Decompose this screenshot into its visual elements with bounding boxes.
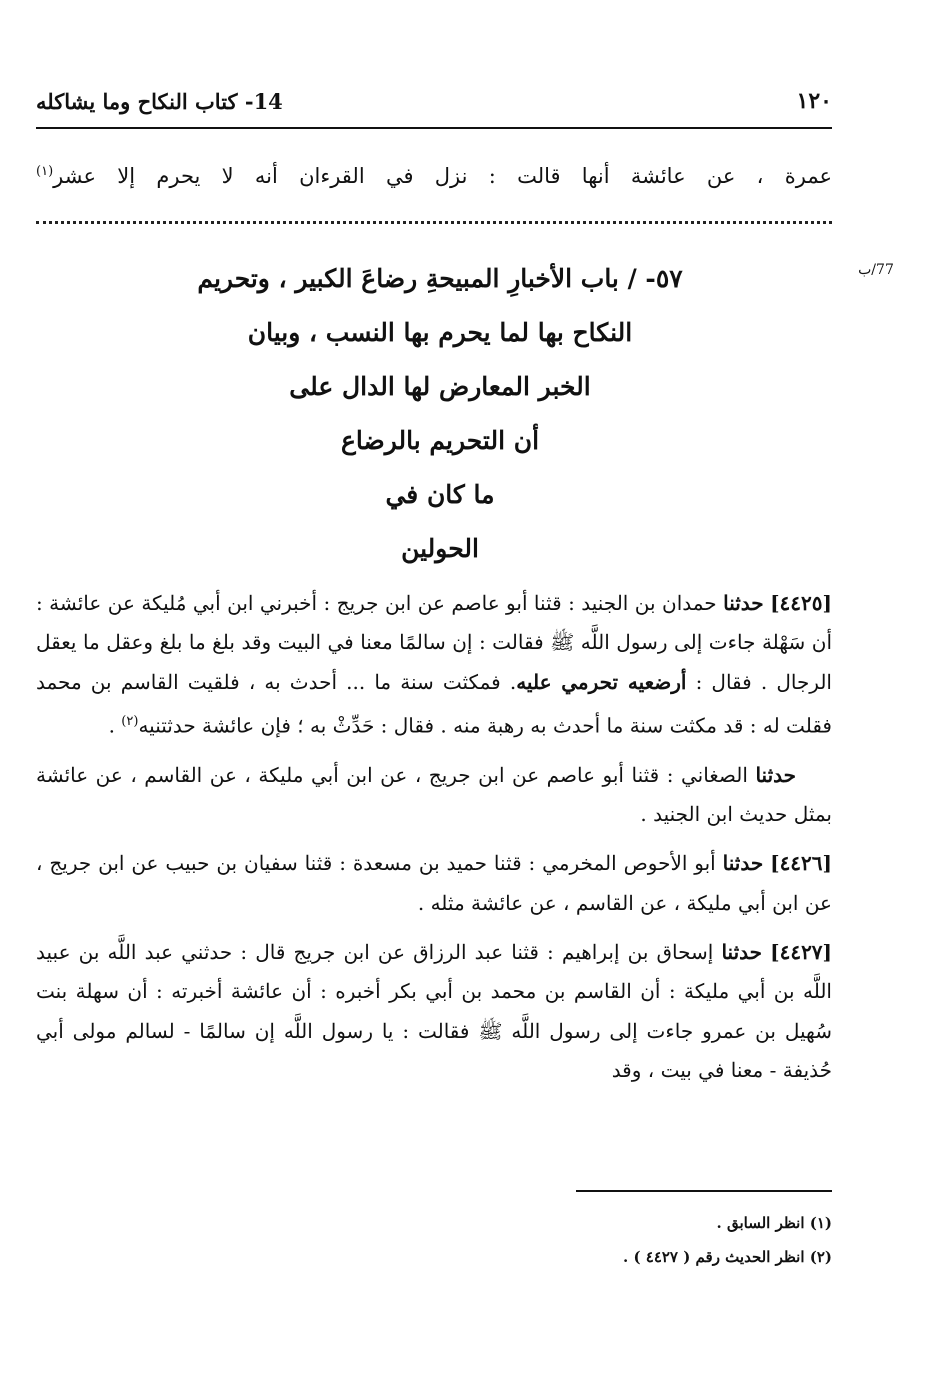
chapter-title-line-2: النكاح بها لما يحرم بها النسب ، وبيان (247, 318, 633, 347)
haddathana: حدثنا (755, 762, 797, 787)
footnote-rule (576, 1190, 832, 1192)
footnote-mark-2: (٢) (121, 713, 139, 729)
body-text (36, 584, 832, 1100)
hadith-end: . (108, 713, 115, 738)
hadith-text: الصغاني : قثنا أبو عاصم عن ابن جريج ، عن ابن أبي مليكة ، عن القاسم ، عن عائشة بمثل حديث ابن الجنيد . (36, 762, 832, 827)
hadith-emphasis: أرضعيه تحرمي عليه (516, 669, 687, 694)
footnote-1: (١) انظر السابق . (716, 1214, 832, 1232)
hadith-text: إسحاق بن إبراهيم : قثنا عبد الرزاق عن ابن جريج قال : حدثني عبد اللَّه بن عبيد اللَّه بن أبي مليكة : أن القاسم بن محمد بن أبي بكر أخبره : أن عائشة أخبرته : أن سهلة بنت سُهيل بن عمرو جاءت إلى رسول اللَّه ﷺ فقالت : يا رسول اللَّه إن سالمًا - لسالم مولى أبي حُذيفة - معنا في بيت ، وقد (36, 940, 832, 1082)
hadith-4426 (36, 844, 832, 923)
hadith-number: [٤٤٢٦] (770, 851, 832, 876)
haddathana: حدثنا (721, 940, 762, 965)
margin-reference: 77/ب (858, 262, 894, 278)
hadith-text-continued: . فمكثت سنة ما ... أحدث به ، فلقيت القاسم بن محمد فقلت له : قد مكثت سنة ما أحدث به رهبة منه . فقال : حَدِّثْ به ؛ فإن عائشة حدثتنيه (36, 669, 832, 738)
hadith-4425-b (36, 756, 832, 835)
haddathana: حدثنا (722, 851, 764, 876)
page-number: ١٢٠ (796, 88, 832, 114)
book-title: 14- كتاب النكاح وما يشاكله (36, 88, 283, 114)
chapter-title-line-5: ما كان في (385, 480, 495, 509)
hadith-text: أبو الأحوص المخرمي : قثنا حميد بن مسعدة : قثنا سفيان بن حبيب عن ابن جريج ، عن ابن أبي مليكة ، عن القاسم ، عن عائشة مثله . (36, 851, 832, 915)
hadith-4425 (36, 584, 832, 746)
chapter-title-line-1: ٥٧- / باب الأخبارِ المبيحةِ رضاعَ الكبير ، وتحريم (197, 264, 683, 293)
haddathana: حدثنا (723, 591, 764, 615)
dotted-divider (36, 221, 832, 224)
hadith-number: [٤٤٢٧] (770, 940, 833, 965)
chapter-title-line-6: الحولين (401, 534, 479, 563)
chapter-title-line-4: أن التحريم بالرضاع (340, 426, 540, 455)
footnote-mark-1: (١) (36, 164, 54, 179)
continuation-line (36, 152, 832, 196)
chapter-title-line-3: الخبر المعارض لها الدال على (289, 372, 591, 401)
footnotes (36, 1206, 832, 1274)
hadith-text: حمدان بن الجنيد : قثنا أبو عاصم عن ابن جريج : أخبرني ابن أبي مُليكة عن عائشة : أن سَهْلة جاءت إلى رسول اللَّه ﷺ فقالت : إن سالمًا معنا في البيت وقد بلغ ما بلغ وعقل ما يعقل الرجال . فقال : (36, 591, 832, 694)
hadith-number: [٤٤٢٥] (770, 591, 832, 615)
chapter-title (120, 252, 760, 576)
footnote-2: (٢) انظر الحديث رقم ( ٤٤٢٧ ) . (623, 1248, 832, 1266)
hadith-4427 (36, 933, 832, 1090)
header-rule (36, 127, 832, 129)
continuation-text: عمرة ، عن عائشة أنها قالت : نزل في القرءان أنه لا يحرم إلا عشر (53, 164, 832, 188)
running-head (36, 84, 832, 118)
